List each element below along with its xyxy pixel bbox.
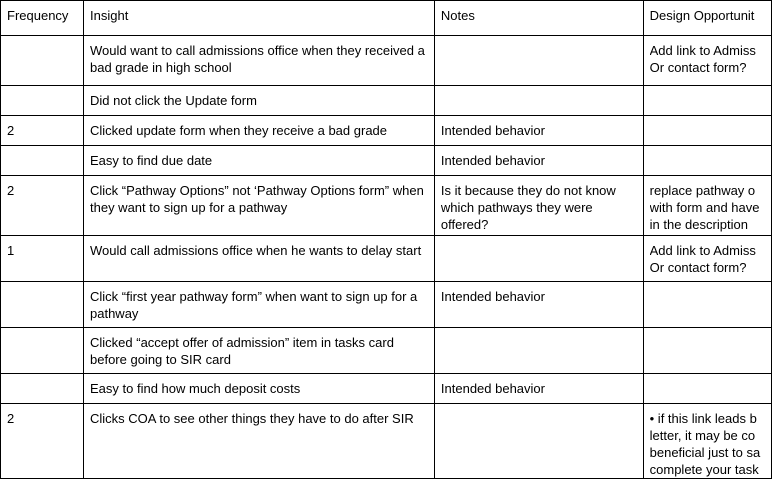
design-opportunity-line: letter, it may be co: [649, 428, 756, 443]
notes-line: Intended behavior: [440, 123, 545, 138]
notes-line: Intended behavior: [440, 381, 545, 396]
insight-line: Clicked “accept offer of admission” item in tasks card: [90, 335, 394, 350]
insight-cell: [84, 374, 435, 404]
design-opportunity-cell: [643, 36, 771, 86]
notes-cell: [434, 282, 643, 328]
insight-cell: [84, 176, 435, 236]
table-body: [1, 1, 772, 479]
insight-cell: [84, 86, 435, 116]
notes-cell: [434, 146, 643, 176]
insight-cell: [84, 116, 435, 146]
frequency-cell: [1, 86, 84, 116]
design-opportunity-line: Add link to Admiss: [649, 243, 756, 258]
table-row: [1, 404, 772, 479]
design-opportunity-cell: [643, 404, 771, 479]
insight-line: before going to SIR card: [90, 352, 231, 367]
column-header: [643, 1, 771, 36]
table-row: [1, 86, 772, 116]
insight-cell: [84, 328, 435, 374]
table-row: [1, 236, 772, 282]
notes-line: Intended behavior: [440, 153, 545, 168]
insight-line: Did not click the Update form: [90, 93, 257, 108]
insight-cell: [84, 404, 435, 479]
design-opportunity-cell: [643, 236, 771, 282]
insight-line: Clicked update form when they receive a bad grade: [90, 123, 388, 138]
insight-line: they want to sign up for a pathway: [90, 200, 288, 215]
table-row: [1, 282, 772, 328]
frequency-value: 2: [7, 123, 15, 138]
column-header-label: Notes: [440, 8, 475, 23]
notes-cell: [434, 86, 643, 116]
design-opportunity-cell: [643, 374, 771, 404]
insight-line: Easy to find due date: [90, 153, 213, 168]
table-row: [1, 116, 772, 146]
design-opportunity-cell: [643, 176, 771, 236]
frequency-cell: [1, 282, 84, 328]
frequency-cell: [1, 176, 84, 236]
design-opportunity-cell: [643, 328, 771, 374]
notes-cell: [434, 116, 643, 146]
design-opportunity-cell: [643, 146, 771, 176]
notes-line: which pathways they were: [440, 200, 593, 215]
column-header-label: Frequency: [7, 8, 69, 23]
design-opportunity-line: complete your task: [649, 462, 759, 477]
insight-line: Would want to call admissions office when they received a: [90, 43, 425, 58]
frequency-cell: [1, 236, 84, 282]
frequency-cell: [1, 328, 84, 374]
frequency-cell: [1, 374, 84, 404]
insight-cell: [84, 236, 435, 282]
insight-line: Click “first year pathway form” when want to sign up for a: [90, 289, 418, 304]
table-row: [1, 36, 772, 86]
insight-cell: [84, 282, 435, 328]
frequency-cell: [1, 404, 84, 479]
frequency-cell: [1, 146, 84, 176]
insight-line: Easy to find how much deposit costs: [90, 381, 301, 396]
frequency-cell: [1, 116, 84, 146]
notes-cell: [434, 404, 643, 479]
table-row: [1, 328, 772, 374]
insight-line: Would call admissions office when he wants to delay start: [90, 243, 422, 258]
design-opportunity-line: in the description: [649, 217, 748, 232]
notes-cell: [434, 328, 643, 374]
frequency-cell: [1, 36, 84, 86]
frequency-value: 1: [7, 243, 15, 258]
design-opportunity-line: • if this link leads b: [649, 411, 757, 426]
notes-line: offered?: [440, 217, 489, 232]
frequency-value: 2: [7, 411, 15, 426]
column-header-label: Insight: [90, 8, 129, 23]
column-header: [84, 1, 435, 36]
frequency-value: 2: [7, 183, 15, 198]
design-opportunity-cell: [643, 86, 771, 116]
notes-line: Is it because they do not know: [440, 183, 616, 198]
table-row: [1, 374, 772, 404]
insight-line: Click “Pathway Options” not ‘Pathway Options form” when: [90, 183, 424, 198]
notes-cell: [434, 374, 643, 404]
insight-line: Clicks COA to see other things they have to do after SIR: [90, 411, 414, 426]
insight-line: pathway: [90, 306, 139, 321]
design-opportunity-line: Or contact form?: [649, 60, 747, 75]
insight-cell: [84, 146, 435, 176]
design-opportunity-line: replace pathway o: [649, 183, 756, 198]
notes-cell: [434, 176, 643, 236]
table-row: [1, 146, 772, 176]
notes-cell: [434, 236, 643, 282]
notes-line: Intended behavior: [440, 289, 545, 304]
design-opportunity-cell: [643, 282, 771, 328]
design-opportunity-line: beneficial just to sa: [649, 445, 761, 460]
design-opportunity-line: Add link to Admiss: [649, 43, 756, 58]
insight-line: bad grade in high school: [90, 60, 232, 75]
column-header-label: Design Opportunit: [649, 8, 755, 23]
insight-cell: [84, 36, 435, 86]
notes-cell: [434, 36, 643, 86]
design-opportunity-line: Or contact form?: [649, 260, 747, 275]
column-header: [1, 1, 84, 36]
column-header: [434, 1, 643, 36]
design-opportunity-cell: [643, 116, 771, 146]
design-opportunity-line: with form and have: [649, 200, 760, 215]
header-row: [1, 1, 772, 36]
table-row: [1, 176, 772, 236]
